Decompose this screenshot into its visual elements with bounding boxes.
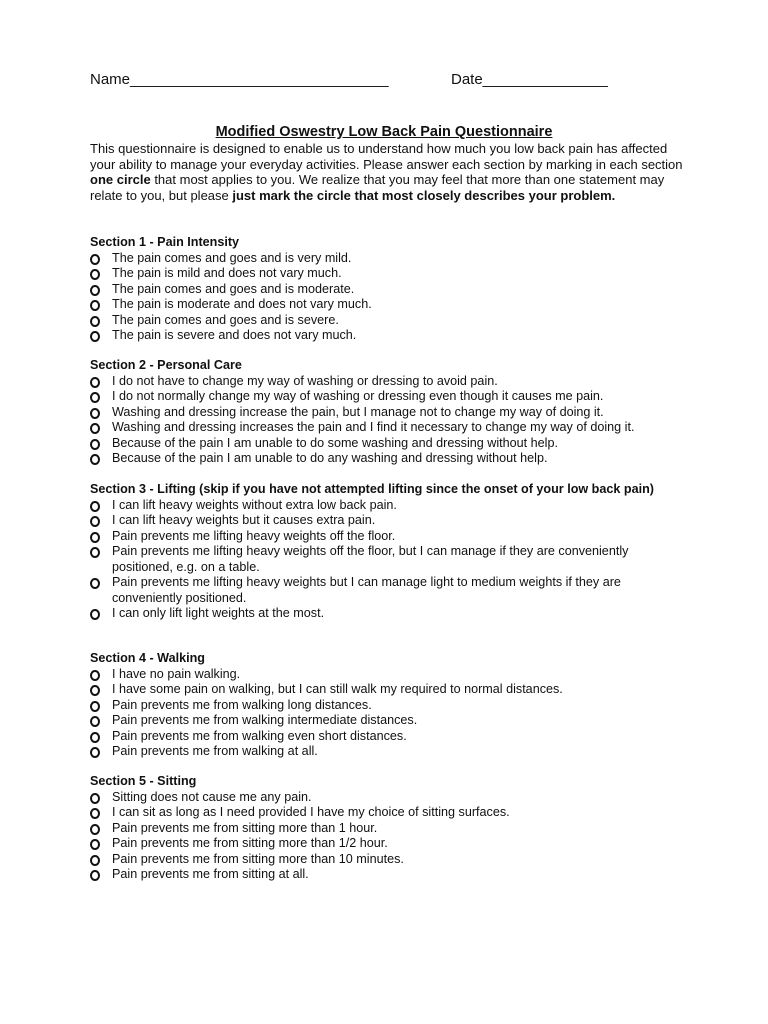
option-label: Pain prevents me from walking long distances.	[112, 697, 372, 712]
option-label: I do not have to change my way of washing or dressing to avoid pain.	[112, 373, 498, 388]
option-item[interactable]	[90, 852, 690, 868]
radio-circle-icon[interactable]	[90, 578, 100, 589]
radio-circle-icon[interactable]	[90, 609, 100, 620]
option-item[interactable]	[90, 498, 690, 514]
option-item[interactable]	[90, 451, 690, 467]
option-item[interactable]	[90, 405, 690, 421]
section-pain-intensity	[90, 235, 690, 344]
option-label: I can only lift light weights at the most.	[112, 606, 325, 620]
document-title: Modified Oswestry Low Back Pain Questionnaire	[215, 124, 553, 140]
section-title: Section 2 - Personal Care	[90, 358, 242, 372]
section-title: Section 1 - Pain Intensity	[90, 235, 240, 249]
section-lifting	[90, 482, 690, 622]
option-item[interactable]	[90, 606, 690, 622]
section-personal-care	[90, 358, 690, 467]
option-item[interactable]	[90, 790, 690, 806]
radio-circle-icon[interactable]	[90, 670, 100, 681]
radio-circle-icon[interactable]	[90, 701, 100, 712]
radio-circle-icon[interactable]	[90, 454, 100, 465]
option-label: Washing and dressing increase the pain, but I manage not to change my way of doing it.	[112, 404, 604, 419]
option-label: The pain is moderate and does not vary much.	[112, 297, 372, 311]
option-label: Pain prevents me from sitting more than 1/2 hour.	[112, 836, 388, 850]
option-label: Pain prevents me from walking at all.	[112, 744, 318, 758]
option-item[interactable]	[90, 513, 690, 529]
section-sitting	[90, 774, 690, 883]
option-label: I can lift heavy weights without extra low back pain.	[112, 497, 397, 512]
radio-circle-icon[interactable]	[90, 747, 100, 758]
radio-circle-icon[interactable]	[90, 408, 100, 419]
option-label: I have some pain on walking, but I can still walk my required to normal distances.	[112, 682, 563, 696]
option-label: The pain comes and goes and is severe.	[112, 312, 339, 327]
option-label: The pain is mild and does not vary much.	[112, 266, 342, 280]
option-label: Pain prevents me from sitting more than 10 minutes.	[112, 851, 404, 866]
option-item[interactable]	[90, 420, 690, 436]
option-item[interactable]	[90, 436, 690, 452]
section-title: Section 3 - Lifting (skip if you have not attempted lifting since the onset of your low back pain)	[90, 482, 654, 496]
radio-circle-icon[interactable]	[90, 839, 100, 850]
option-item[interactable]	[90, 374, 690, 390]
radio-circle-icon[interactable]	[90, 516, 100, 527]
option-label: The pain is severe and does not vary much.	[112, 328, 357, 342]
option-item[interactable]	[90, 328, 690, 344]
option-label: I have no pain walking.	[112, 666, 241, 681]
radio-circle-icon[interactable]	[90, 501, 100, 512]
option-label: Sitting does not cause me any pain.	[112, 789, 312, 804]
intro-text-2: that most applies to you. We realize that you may feel that more than one statement may relate to you, but please	[90, 172, 665, 204]
radio-circle-icon[interactable]	[90, 685, 100, 696]
option-list	[90, 374, 690, 467]
option-item[interactable]	[90, 544, 690, 575]
option-label: Pain prevents me lifting heavy weights off the floor, but I can manage if they are conveniently positioned, e.g. on a table.	[112, 544, 629, 574]
option-item[interactable]	[90, 266, 690, 282]
option-label: The pain comes and goes and is moderate.	[112, 281, 355, 296]
option-label: Pain prevents me lifting heavy weights off the floor.	[112, 528, 396, 543]
radio-circle-icon[interactable]	[90, 547, 100, 558]
option-item[interactable]	[90, 667, 690, 683]
radio-circle-icon[interactable]	[90, 732, 100, 743]
radio-circle-icon[interactable]	[90, 285, 100, 296]
option-item[interactable]	[90, 313, 690, 329]
radio-circle-icon[interactable]	[90, 793, 100, 804]
option-item[interactable]	[90, 389, 690, 405]
option-list	[90, 498, 690, 622]
option-label: The pain comes and goes and is very mild.	[112, 250, 352, 265]
option-item[interactable]	[90, 821, 690, 837]
option-label: I can lift heavy weights but it causes extra pain.	[112, 513, 376, 527]
radio-circle-icon[interactable]	[90, 808, 100, 819]
option-label: Washing and dressing increases the pain and I find it necessary to change my way of doing it.	[112, 420, 635, 434]
option-label: Pain prevents me from walking even short distances.	[112, 728, 407, 743]
radio-circle-icon[interactable]	[90, 269, 100, 280]
name-field[interactable]: Name_______________________________	[90, 71, 389, 88]
intro-bold-2: just mark the circle that most closely describes your problem.	[232, 188, 616, 204]
option-item[interactable]	[90, 805, 690, 821]
radio-circle-icon[interactable]	[90, 331, 100, 342]
section-title: Section 4 - Walking	[90, 651, 205, 665]
intro-bold-1: one circle	[90, 172, 151, 188]
option-item[interactable]	[90, 867, 690, 883]
option-item[interactable]	[90, 282, 690, 298]
option-item[interactable]	[90, 251, 690, 267]
radio-circle-icon[interactable]	[90, 316, 100, 327]
radio-circle-icon[interactable]	[90, 300, 100, 311]
option-list	[90, 790, 690, 883]
option-list	[90, 667, 690, 760]
radio-circle-icon[interactable]	[90, 716, 100, 727]
radio-circle-icon[interactable]	[90, 392, 100, 403]
radio-circle-icon[interactable]	[90, 532, 100, 543]
option-label: I can sit as long as I need provided I have my choice of sitting surfaces.	[112, 805, 510, 819]
option-list	[90, 251, 690, 344]
radio-circle-icon[interactable]	[90, 855, 100, 866]
option-label: Pain prevents me from sitting at all.	[112, 867, 309, 881]
radio-circle-icon[interactable]	[90, 377, 100, 388]
radio-circle-icon[interactable]	[90, 254, 100, 265]
option-item[interactable]	[90, 297, 690, 313]
section-walking	[90, 651, 690, 760]
option-item[interactable]	[90, 698, 690, 714]
option-item[interactable]	[90, 682, 690, 698]
option-label: Pain prevents me lifting heavy weights but I can manage light to medium weights if they are conveniently positioned.	[112, 575, 621, 605]
radio-circle-icon[interactable]	[90, 439, 100, 450]
radio-circle-icon[interactable]	[90, 423, 100, 434]
option-item[interactable]	[90, 529, 690, 545]
intro-text-1: This questionnaire is designed to enable us to understand how much you low back pain has affected your ability to manage your everyday activities. Please answer each section by marking in each section	[90, 141, 683, 172]
option-label: I do not normally change my way of washing or dressing even though it causes me pain.	[112, 389, 604, 403]
option-item[interactable]	[90, 713, 690, 729]
option-label: Because of the pain I am unable to do some washing and dressing without help.	[112, 435, 558, 450]
section-title: Section 5 - Sitting	[90, 774, 197, 788]
radio-circle-icon[interactable]	[90, 824, 100, 835]
option-item[interactable]	[90, 575, 690, 606]
option-label: Pain prevents me from sitting more than 1 hour.	[112, 820, 378, 835]
option-label: Because of the pain I am unable to do any washing and dressing without help.	[112, 451, 548, 465]
date-field[interactable]: Date_______________	[451, 71, 608, 88]
option-label: Pain prevents me from walking intermediate distances.	[112, 713, 418, 727]
intro-paragraph	[90, 141, 690, 204]
option-item[interactable]	[90, 744, 690, 760]
option-item[interactable]	[90, 729, 690, 745]
option-item[interactable]	[90, 836, 690, 852]
radio-circle-icon[interactable]	[90, 870, 100, 881]
